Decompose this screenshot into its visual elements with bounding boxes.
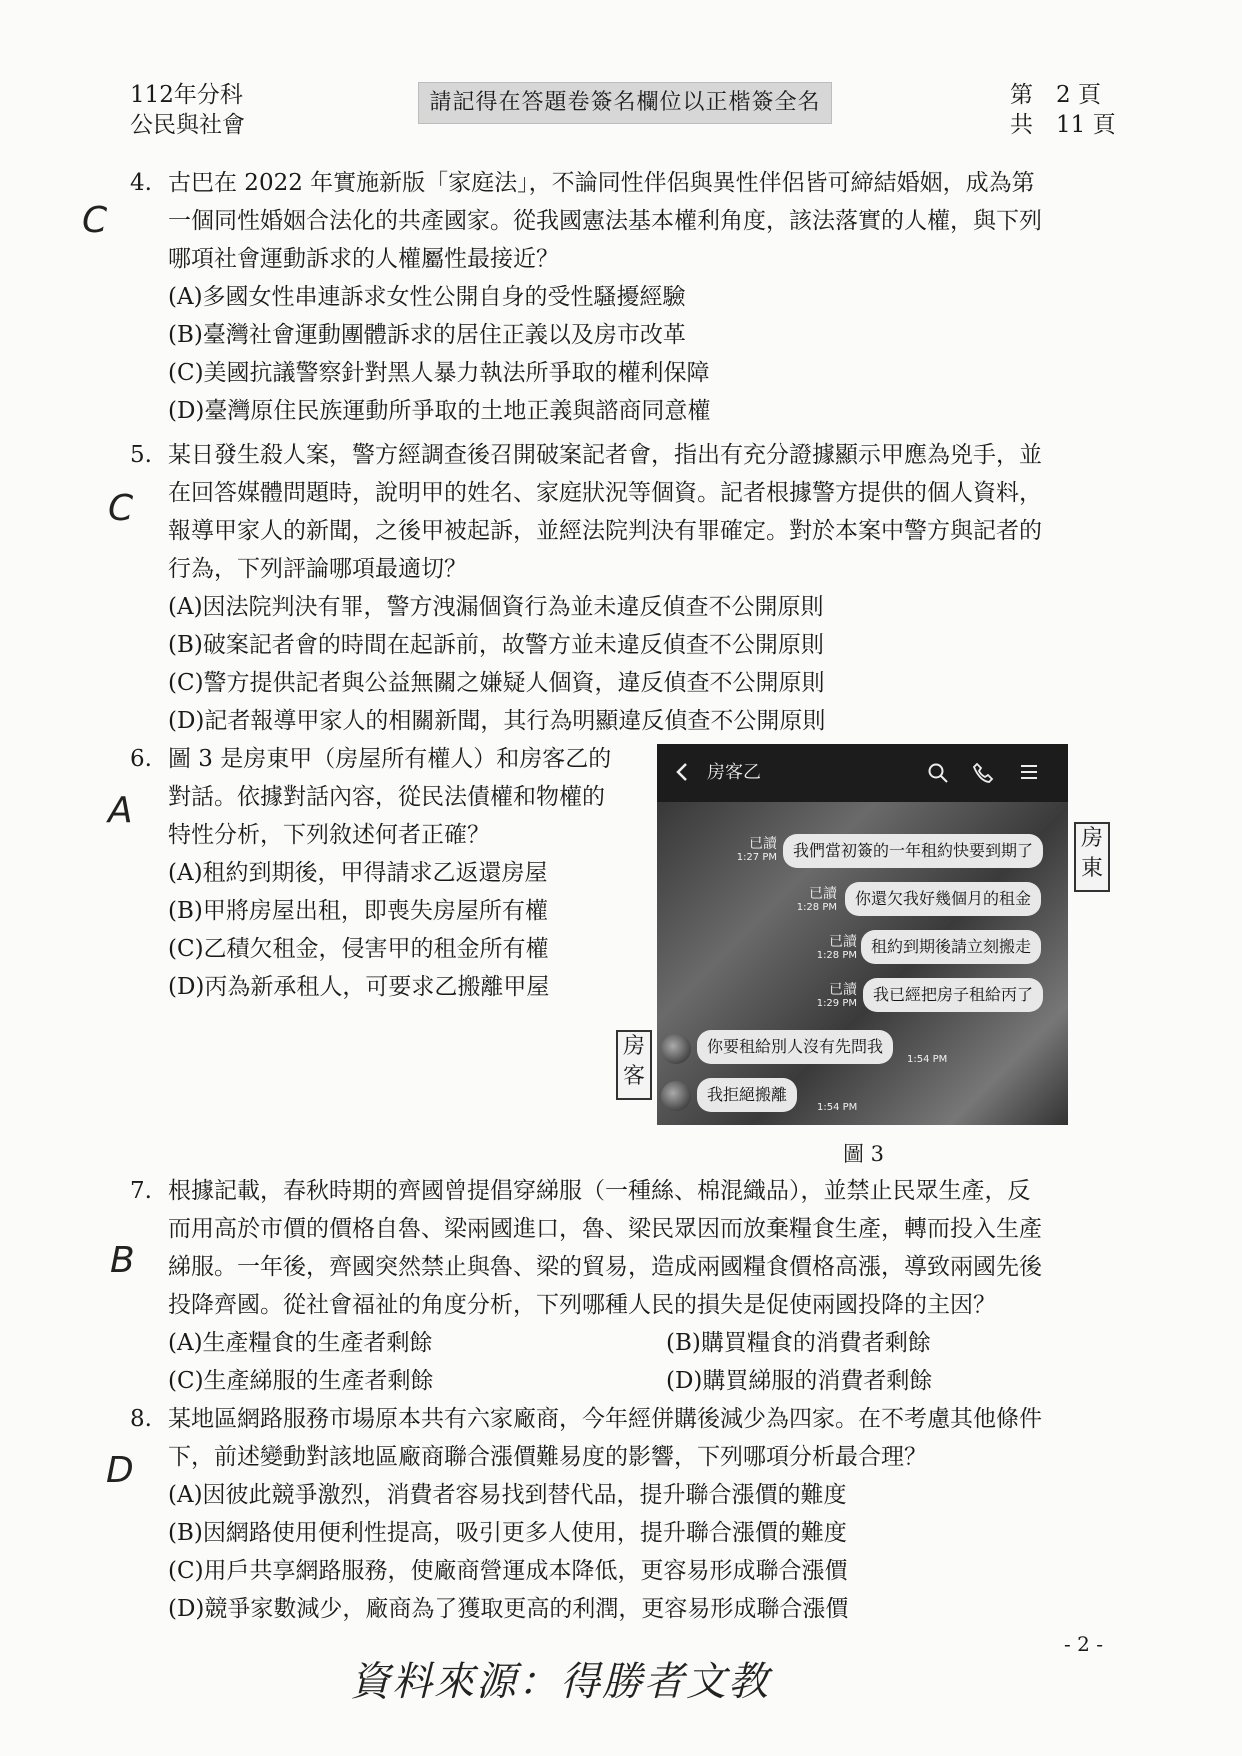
message-bubble: 我已經把房子租給丙了 — [863, 978, 1043, 1012]
exam-year: 112年分科 — [130, 82, 243, 108]
read-receipt: 已讀 1:28 PM — [796, 886, 837, 913]
tenant-avatar — [661, 1081, 691, 1111]
chat-header — [657, 744, 1068, 802]
question-line: 報導甲家人的新聞，之後甲被起訴，並經法院判決有罪確定。對於本案中警方與記者的 — [168, 518, 1042, 544]
question-line: 古巴在 2022 年實施新版「家庭法」，不論同性伴侶與異性伴侶皆可締結婚姻，成為第 — [168, 170, 1035, 196]
question-line: 根據記載，春秋時期的齊國曾提倡穿綈服（一種絲、棉混織品），並禁止民眾生產，反 — [168, 1178, 1031, 1204]
signature-reminder-banner: 請記得在答題卷簽名欄位以正楷簽全名 — [418, 82, 832, 124]
message-time: 1:54 PM — [907, 1054, 948, 1065]
question-number: 4. — [130, 170, 152, 196]
option-a: (A)租約到期後，甲得請求乙返還房屋 — [168, 860, 548, 886]
handwritten-answer: C — [82, 200, 108, 241]
option-c: (C)生產綈服的生產者剩餘 — [168, 1368, 434, 1394]
question-number: 8. — [130, 1406, 152, 1432]
option-d: (D)競爭家數減少，廠商為了獲取更高的利潤，更容易形成聯合漲價 — [168, 1596, 849, 1622]
option-d: (D)丙為新承租人，可要求乙搬離甲屋 — [168, 974, 550, 1000]
handwritten-answer: D — [106, 1450, 134, 1491]
handwritten-answer: B — [110, 1240, 135, 1281]
option-a: (A)因彼此競爭激烈，消費者容易找到替代品，提升聯合漲價的難度 — [168, 1482, 847, 1508]
handwritten-answer: A — [108, 790, 133, 831]
question-line: 而用高於市價的價格自魯、梁兩國進口，魯、梁民眾因而放棄糧食生產，轉而投入生產 — [168, 1216, 1042, 1242]
read-receipt: 已讀 1:29 PM — [816, 982, 857, 1009]
message-bubble: 我拒絕搬離 — [697, 1078, 797, 1112]
question-line: 對話。依據對話內容，從民法債權和物權的 — [168, 784, 605, 810]
question-line: 綈服。一年後，齊國突然禁止與魯、梁的貿易，造成兩國糧食價格高漲，導致兩國先後 — [168, 1254, 1042, 1280]
question-line: 行為，下列評論哪項最適切？ — [168, 556, 467, 582]
handwritten-answer: C — [108, 488, 134, 529]
question-line: 圖 3 是房東甲（房屋所有權人）和房客乙的 — [168, 746, 612, 772]
question-line: 投降齊國。從社會福祉的角度分析，下列哪種人民的損失是促使兩國投降的主因？ — [168, 1292, 996, 1318]
option-b: (B)臺灣社會運動團體訴求的居住正義以及房市改革 — [168, 322, 686, 348]
option-a: (A)生產糧食的生產者剩餘 — [168, 1330, 433, 1356]
page-number: - 2 - — [1064, 1632, 1103, 1656]
question-number: 6. — [130, 746, 152, 772]
tenant-tag: 房客 — [616, 1030, 652, 1100]
option-b: (B)購買糧食的消費者剩餘 — [666, 1330, 931, 1356]
message-bubble: 我們當初簽的一年租約快要到期了 — [783, 834, 1043, 868]
subject: 公民與社會 — [130, 112, 245, 138]
option-b: (B)破案記者會的時間在起訴前，故警方並未違反偵查不公開原則 — [168, 632, 824, 658]
tenant-avatar — [661, 1034, 691, 1064]
option-c: (C)警方提供記者與公益無關之嫌疑人個資，違反偵查不公開原則 — [168, 670, 825, 696]
question-line: 在回答媒體問題時，說明甲的姓名、家庭狀況等個資。記者根據警方提供的個人資料， — [168, 480, 1042, 506]
chat-screenshot — [657, 744, 1068, 1125]
option-c: (C)美國抗議警察針對黑人暴力執法所爭取的權利保障 — [168, 360, 710, 386]
question-line: 一個同性婚姻合法化的共產國家。從我國憲法基本權利角度，該法落實的人權，與下列 — [168, 208, 1042, 234]
option-b: (B)因網路使用便利性提高，吸引更多人使用，提升聯合漲價的難度 — [168, 1520, 847, 1546]
question-number: 7. — [130, 1178, 152, 1204]
handwritten-source-note: 資料來源：得勝者文教 — [350, 1659, 770, 1705]
page-label: 第 2 頁 — [1010, 82, 1101, 108]
read-receipt: 已讀 1:28 PM — [816, 934, 857, 961]
question-line: 某地區網路服務市場原本共有六家廠商，今年經併購後減少為四家。在不考慮其他條件 — [168, 1406, 1042, 1432]
question-number: 5. — [130, 442, 152, 468]
total-pages-label: 共 11 頁 — [1010, 112, 1116, 138]
option-b: (B)甲將房屋出租，即喪失房屋所有權 — [168, 898, 548, 924]
message-bubble: 租約到期後請立刻搬走 — [861, 930, 1041, 964]
chat-title: 房客乙 — [707, 762, 761, 783]
read-receipt: 已讀 1:27 PM — [736, 836, 777, 863]
question-line: 下，前述變動對該地區廠商聯合漲價難易度的影響，下列哪項分析最合理？ — [168, 1444, 927, 1470]
question-line: 哪項社會運動訴求的人權屬性最接近？ — [168, 246, 559, 272]
question-line: 特性分析，下列敘述何者正確？ — [168, 822, 490, 848]
option-a: (A)因法院判決有罪，警方洩漏個資行為並未違反偵查不公開原則 — [168, 594, 824, 620]
option-d: (D)購買綈服的消費者剩餘 — [666, 1368, 933, 1394]
message-time: 1:54 PM — [817, 1102, 858, 1113]
option-a: (A)多國女性串連訴求女性公開自身的受性騷擾經驗 — [168, 284, 686, 310]
option-c: (C)用戶共享網路服務，使廠商營運成本降低，更容易形成聯合漲價 — [168, 1558, 848, 1584]
back-arrow-icon — [675, 762, 689, 782]
figure-caption: 圖 3 — [843, 1142, 885, 1166]
option-c: (C)乙積欠租金，侵害甲的租金所有權 — [168, 936, 549, 962]
message-bubble: 你還欠我好幾個月的租金 — [845, 882, 1041, 916]
message-bubble: 你要租給別人沒有先問我 — [697, 1030, 893, 1064]
menu-icon — [1019, 763, 1039, 781]
option-d: (D)記者報導甲家人的相關新聞，其行為明顯違反偵查不公開原則 — [168, 708, 826, 734]
search-icon — [927, 762, 949, 784]
question-line: 某日發生殺人案，警方經調查後召開破案記者會，指出有充分證據顯示甲應為兇手，並 — [168, 442, 1042, 468]
phone-icon — [972, 762, 994, 784]
option-d: (D)臺灣原住民族運動所爭取的土地正義與諮商同意權 — [168, 398, 711, 424]
landlord-tag: 房東 — [1074, 822, 1110, 892]
